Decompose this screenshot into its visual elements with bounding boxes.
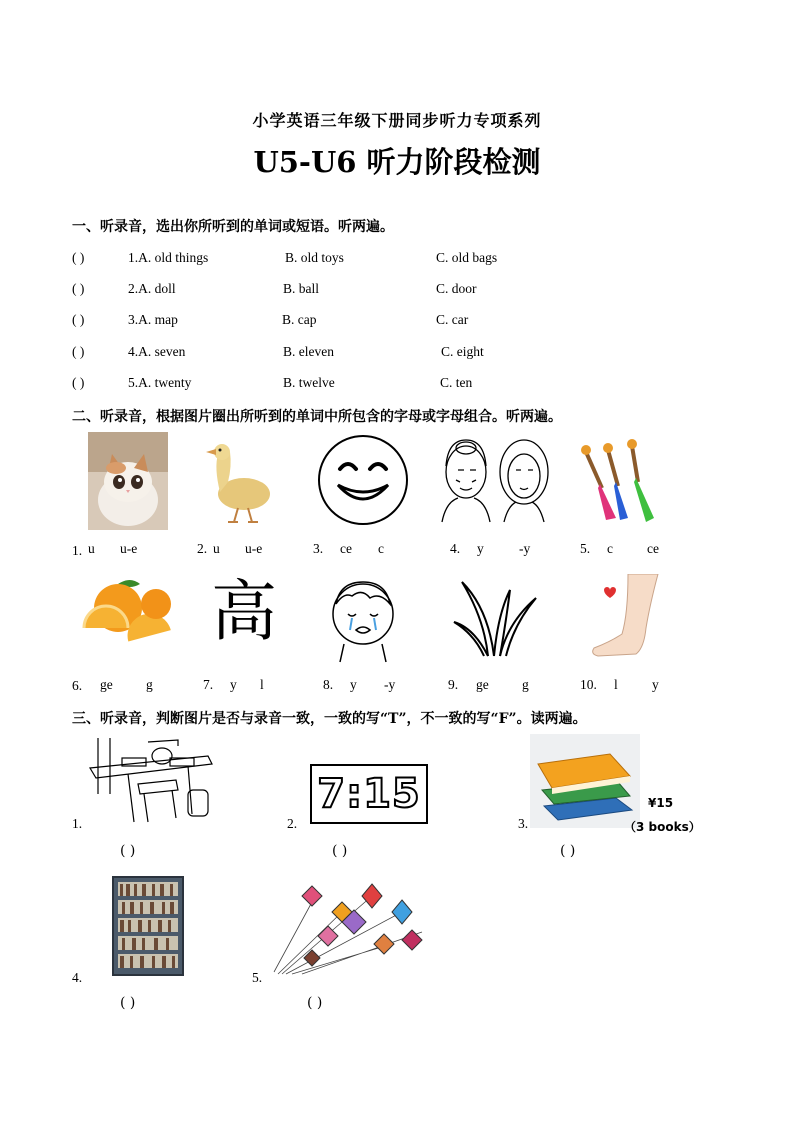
answer-paren[interactable]: ( ) bbox=[120, 843, 136, 859]
smiling-face-icon bbox=[316, 433, 410, 527]
item-number: 3. bbox=[518, 816, 529, 831]
letter-option[interactable]: ce bbox=[647, 541, 659, 556]
page-title: U5-U6 听力阶段检测 bbox=[253, 145, 541, 179]
item-number: 4. bbox=[72, 970, 83, 985]
letter-option[interactable]: ge bbox=[100, 677, 113, 692]
section-2-heading: 二、听录音，根据图片圈出所听到的单词中所包含的字母或字母组合。听两遍。 bbox=[72, 409, 562, 425]
letter-option[interactable]: y bbox=[350, 677, 357, 692]
bookshelf-icon bbox=[112, 876, 184, 976]
crying-boy-icon bbox=[318, 574, 408, 664]
item-number: 6. bbox=[72, 678, 83, 693]
option-b: B. old toys bbox=[285, 250, 344, 265]
quantity-note: （3 books） bbox=[624, 820, 701, 834]
section-1-heading: 一、听录音，选出你所听到的单词或短语。听两遍。 bbox=[72, 219, 394, 235]
letter-option[interactable]: u-e bbox=[245, 541, 263, 556]
books-icon bbox=[530, 734, 640, 828]
cat-photo-icon bbox=[88, 432, 168, 530]
answer-paren[interactable]: ( ) bbox=[307, 995, 323, 1011]
option-a: 5.A. twenty bbox=[128, 375, 192, 390]
desk-chair-icon bbox=[88, 734, 216, 824]
item-number: 10. bbox=[580, 677, 597, 692]
letter-option[interactable]: ge bbox=[476, 677, 489, 692]
section-3-heading: 三、听录音，判断图片是否与录音一致，一致的写“T”，不一致的写“F”。读两遍。 bbox=[72, 711, 587, 727]
leg-icon bbox=[588, 574, 664, 660]
option-a: 3.A. map bbox=[128, 312, 178, 327]
item-number: 4. bbox=[450, 541, 461, 556]
clock-time: 7:15 bbox=[317, 771, 421, 817]
answer-paren[interactable]: ( ) bbox=[72, 281, 85, 296]
letter-option[interactable]: y bbox=[230, 677, 237, 692]
letter-option[interactable]: u bbox=[88, 541, 95, 556]
answer-paren[interactable]: ( ) bbox=[72, 312, 85, 327]
option-b: B. cap bbox=[282, 312, 317, 327]
answer-paren[interactable]: ( ) bbox=[72, 375, 85, 390]
option-b: B. ball bbox=[283, 281, 319, 296]
letter-option[interactable]: g bbox=[522, 677, 529, 692]
item-number: 5. bbox=[580, 541, 591, 556]
letter-option[interactable]: u bbox=[213, 541, 220, 556]
option-c: C. old bags bbox=[436, 250, 498, 265]
kites-icon bbox=[272, 882, 428, 976]
item-number: 7. bbox=[203, 677, 214, 692]
option-a: 1.A. old things bbox=[128, 250, 209, 265]
option-c: C. eight bbox=[441, 344, 484, 359]
item-number: 2. bbox=[197, 541, 208, 556]
letter-option[interactable]: c bbox=[607, 541, 613, 556]
option-a: 2.A. doll bbox=[128, 281, 176, 296]
option-c: C. car bbox=[436, 312, 469, 327]
page-subtitle: 小学英语三年级下册同步听力专项系列 bbox=[252, 111, 542, 130]
letter-option[interactable]: ce bbox=[340, 541, 352, 556]
duckling-icon bbox=[198, 438, 278, 526]
answer-paren[interactable]: ( ) bbox=[72, 344, 85, 359]
letter-option[interactable]: g bbox=[146, 677, 153, 692]
option-b: B. twelve bbox=[283, 375, 335, 390]
letter-option[interactable]: -y bbox=[384, 677, 396, 692]
item-number: 2. bbox=[287, 816, 298, 831]
item-number: 9. bbox=[448, 677, 459, 692]
old-young-faces-icon bbox=[436, 432, 554, 524]
option-c: C. ten bbox=[440, 375, 473, 390]
answer-paren[interactable]: ( ) bbox=[120, 995, 136, 1011]
tall-character-text: 高 bbox=[211, 573, 277, 650]
option-c: C. door bbox=[436, 281, 477, 296]
answer-paren[interactable]: ( ) bbox=[72, 250, 85, 265]
letter-option[interactable]: l bbox=[260, 677, 264, 692]
item-number: 3. bbox=[313, 541, 324, 556]
option-a: 4.A. seven bbox=[128, 344, 186, 359]
letter-option[interactable]: u-e bbox=[120, 541, 138, 556]
item-number: 8. bbox=[323, 677, 334, 692]
letter-option[interactable]: l bbox=[614, 677, 618, 692]
price-label: ¥15 bbox=[648, 796, 674, 810]
clock-display-icon bbox=[310, 764, 428, 824]
paint-brushes-icon bbox=[576, 438, 668, 526]
answer-paren[interactable]: ( ) bbox=[560, 843, 576, 859]
letter-option[interactable]: c bbox=[378, 541, 384, 556]
item-number: 1. bbox=[72, 543, 83, 558]
answer-paren[interactable]: ( ) bbox=[332, 843, 348, 859]
letter-option[interactable]: -y bbox=[519, 541, 531, 556]
tall-character-icon bbox=[206, 574, 282, 650]
letter-option[interactable]: y bbox=[652, 677, 659, 692]
item-number: 5. bbox=[252, 970, 263, 985]
orange-icon bbox=[78, 574, 174, 650]
option-b: B. eleven bbox=[283, 344, 334, 359]
item-number: 1. bbox=[72, 816, 83, 831]
grass-icon bbox=[448, 578, 540, 658]
letter-option[interactable]: y bbox=[477, 541, 484, 556]
